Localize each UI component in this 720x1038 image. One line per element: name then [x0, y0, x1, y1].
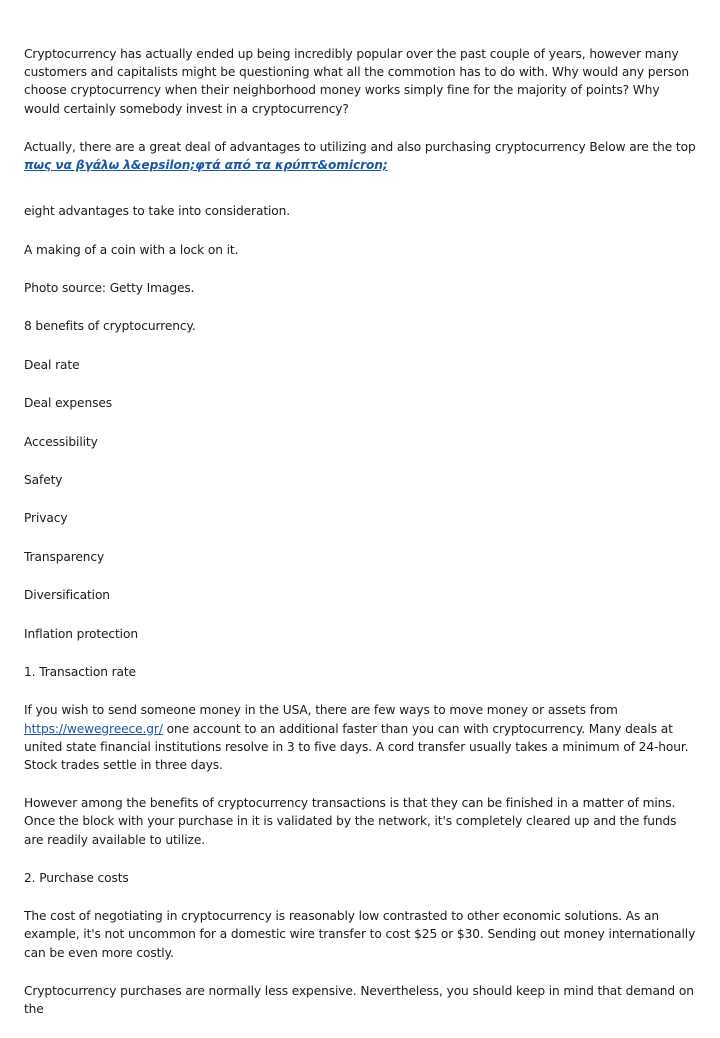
benefits-heading: 8 benefits of cryptocurrency.: [24, 319, 196, 334]
greek-link[interactable]: πως να βγάλω λ&epsilon;φτά από τα κρύπτ&omicron;: [24, 158, 388, 173]
list-item: Diversification: [24, 588, 110, 603]
transfer-text-after: one account to an additional faster than you can with cryptocurrency. Many deals at united state financial institutions resolve in 3 to five days. A cord transfer usually takes a minimum of 24-hour. Stock trades settle in three days.: [24, 721, 689, 772]
list-item: Transparency: [24, 549, 105, 564]
wewegreece-link[interactable]: https://wewegreece.gr/: [24, 721, 163, 736]
cheaper-paragraph: Cryptocurrency purchases are normally less expensive. Nevertheless, you should keep in mind that demand on the: [24, 983, 694, 1016]
transfer-paragraph: [24, 701, 696, 774]
transfer-text-before: If you wish to send someone money in the USA, there are few ways to move money or assets from: [24, 703, 618, 718]
list-item: Deal expenses: [24, 396, 112, 411]
article-body: [24, 45, 696, 1038]
advantages-paragraph: [24, 138, 696, 174]
block-paragraph: However among the benefits of cryptocurrency transactions is that they can be finished in a matter of mins. Once the block with your purchase in it is validated by the network, it's completely cleared up and the funds are readily available to utilize.: [24, 796, 677, 847]
list-item: Privacy: [24, 511, 68, 526]
section-heading-purchase-costs: 2. Purchase costs: [24, 870, 129, 885]
advantages-text: Actually, there are a great deal of advantages to utilizing and also purchasing cryptocurrency Below are the top: [24, 139, 696, 154]
coin-caption: A making of a coin with a lock on it.: [24, 242, 239, 257]
list-item: Deal rate: [24, 357, 80, 372]
section-heading-transaction-rate: 1. Transaction rate: [24, 664, 136, 679]
cost-paragraph: The cost of negotiating in cryptocurrency is reasonably low contrasted to other economic solutions. As an example, it's not uncommon for a domestic wire transfer to cost $25 or $30. Sending out money internationally can be even more costly.: [24, 909, 696, 960]
intro-paragraph: Cryptocurrency has actually ended up being incredibly popular over the past couple of years, however many customers and capitalists might be questioning what all the commotion has to do with. Why would any person choose cryptocurrency when their neighborhood money works simply fine for the majority of points? Why would certainly somebody invest in a cryptocurrency?: [24, 47, 689, 116]
list-item: Inflation protection: [24, 626, 138, 641]
list-item: Safety: [24, 472, 63, 487]
eight-advantages-text: eight advantages to take into consideration.: [24, 204, 291, 219]
photo-source: Photo source: Getty Images.: [24, 281, 195, 295]
list-item: Accessibility: [24, 434, 98, 449]
